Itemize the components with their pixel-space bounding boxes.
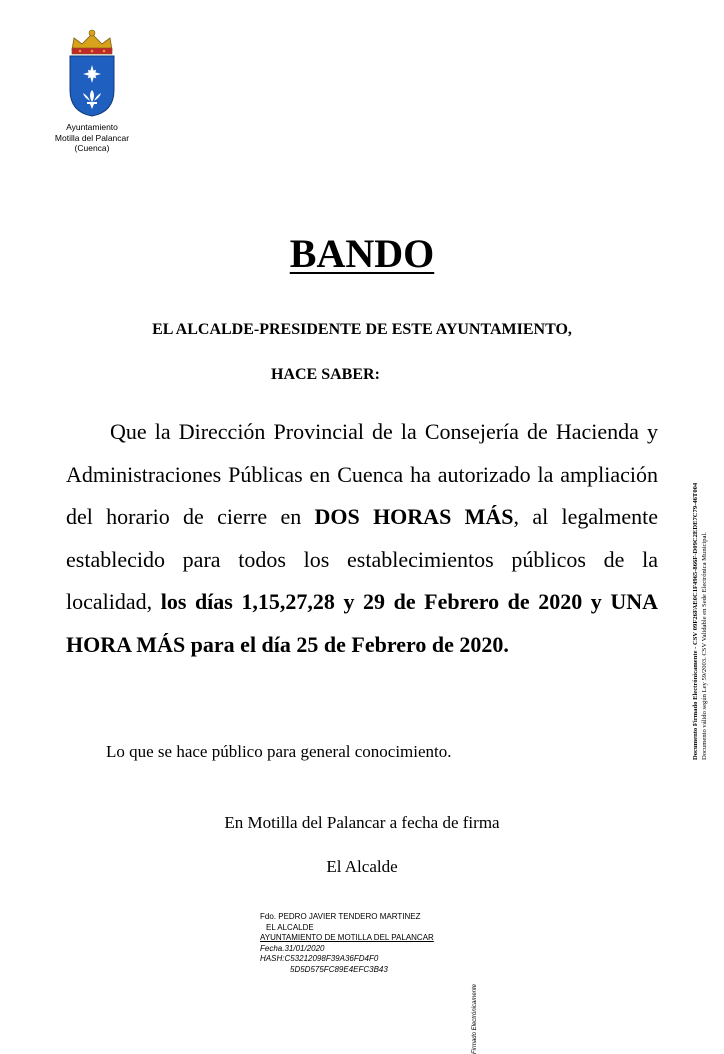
- document-title: BANDO: [289, 231, 435, 276]
- signature-name: Fdo. PEDRO JAVIER TENDERO MARTINEZ: [260, 912, 421, 921]
- coat-of-arms-logo: [64, 28, 120, 118]
- body-text-2: , al legalmente establecido para todos los establecimientos públicos de la localidad,: [66, 504, 659, 614]
- signature-vertical-label: [472, 900, 482, 1054]
- body-bold-1: DOS HORAS MÁS: [314, 504, 514, 529]
- place-and-date: En Motilla del Palancar a fecha de firma: [224, 813, 500, 832]
- signature-hash-2: 5D5D575FC89E4EFC3B43: [290, 964, 388, 974]
- issuer-line: EL ALCALDE-PRESIDENTE DE ESTE AYUNTAMIENTO,: [152, 321, 572, 338]
- csv-code: - CSV 09F26FAE0C1F4965-866F-D09C2EDE7C79-46T004: [692, 482, 699, 651]
- header-line-2: Motilla del Palancar: [54, 132, 130, 143]
- header-line-3: (Cuenca): [74, 143, 110, 153]
- announcement-heading: HACE SABER:: [271, 366, 380, 383]
- signature-hash-1: HASH:C53212098F39A36FD4F0: [260, 954, 379, 963]
- csv-verification-margin: [692, 420, 722, 760]
- signature-role: EL ALCALDE: [266, 922, 314, 932]
- signer-title: El Alcalde: [326, 857, 398, 876]
- municipality-header: [40, 122, 144, 154]
- signature-vertical-text: Firmado Electrónicamente: [472, 984, 478, 1054]
- signature-date: Fecha.31/01/2020: [260, 943, 325, 953]
- electronic-signature-block: [260, 912, 470, 975]
- csv-validity-note: Documento válido según Ley 59/2003. CSV Validable en Sede Electrónica Municipal.: [700, 532, 708, 760]
- body-paragraph: [66, 411, 658, 666]
- header-line-1: Ayuntamiento: [66, 122, 118, 132]
- closing-statement: Lo que se hace público para general conocimiento.: [106, 742, 452, 761]
- body-bold-2: los días 1,15,27,28 y 29 de Febrero de 2020 y UNA HORA MÁS para el día 25 de Febrero de 2020.: [66, 589, 658, 657]
- body-text-1: Que la Dirección Provincial de la Consejería de Hacienda y Administraciones Públicas en Cuenca ha autorizado la ampliación del horario de cierre en: [66, 419, 658, 529]
- csv-label: Documento Firmado Electrónicamente: [692, 650, 699, 760]
- signature-org: AYUNTAMIENTO DE MOTILLA DEL PALANCAR: [260, 933, 434, 942]
